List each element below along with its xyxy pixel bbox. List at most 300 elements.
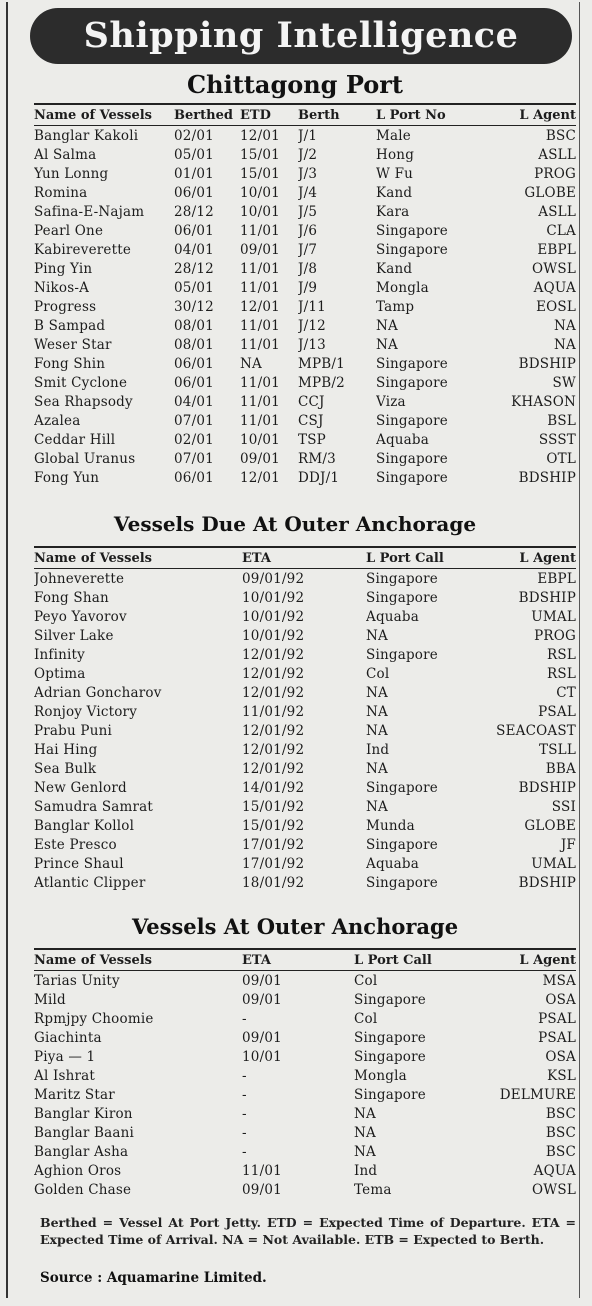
table-cell: Tamp <box>376 298 415 315</box>
table-cell: Global Uranus <box>34 450 136 467</box>
table-cell: MSA <box>542 972 576 989</box>
table-cell: Kand <box>376 260 413 277</box>
table-cell: 09/01 <box>242 991 282 1008</box>
table-cell: 02/01 <box>174 127 214 144</box>
table-cell: B Sampad <box>34 317 106 334</box>
table-cell: Este Presco <box>34 836 117 853</box>
port-section-title: Chittagong Port <box>187 70 403 99</box>
table-row <box>34 778 576 797</box>
table-cell: NA <box>354 1143 376 1160</box>
table-cell: Ceddar Hill <box>34 431 116 448</box>
table-row <box>34 683 576 702</box>
table-cell: Singapore <box>366 874 438 891</box>
table-cell: 11/01 <box>240 412 280 429</box>
table-cell: 12/01 <box>240 127 280 144</box>
table-cell: 10/01/92 <box>242 608 305 625</box>
table-row <box>34 645 576 664</box>
due-header-cell: L Port Call <box>366 547 482 569</box>
table-cell: PSAL <box>538 703 576 720</box>
table-cell: Fong Shin <box>34 355 106 372</box>
table-cell: OWSL <box>532 1181 576 1198</box>
table-cell: CT <box>556 684 576 701</box>
table-cell: SEACOAST <box>496 722 576 739</box>
table-cell: J/12 <box>298 317 326 334</box>
table-row <box>34 373 576 392</box>
table-row <box>34 759 576 778</box>
at-header-cell: L Port Call <box>354 949 482 971</box>
table-cell: 04/01 <box>174 393 214 410</box>
table-cell: EBPL <box>537 570 576 587</box>
table-cell: - <box>242 1105 247 1122</box>
table-cell: 15/01 <box>240 146 280 163</box>
table-cell: PROG <box>534 627 576 644</box>
table-cell: 11/01 <box>240 222 280 239</box>
table-cell: CLA <box>546 222 576 239</box>
table-cell: J/8 <box>298 260 318 277</box>
table-cell: 06/01 <box>174 355 214 372</box>
table-cell: 10/01 <box>242 1048 282 1065</box>
at-table-header <box>34 949 576 971</box>
table-row <box>34 126 576 146</box>
at-section-title: Vessels At Outer Anchorage <box>131 914 459 939</box>
table-cell: BSC <box>545 1124 576 1141</box>
table-row <box>34 259 576 278</box>
table-cell: 06/01 <box>174 222 214 239</box>
port-header-cell: Berth <box>298 104 376 126</box>
table-cell: Col <box>366 665 390 682</box>
table-row <box>34 1142 576 1161</box>
table-cell: NA <box>554 336 576 353</box>
table-cell: Giachinta <box>34 1029 102 1046</box>
table-cell: 08/01 <box>174 317 214 334</box>
table-cell: 06/01 <box>174 184 214 201</box>
table-cell: BSL <box>547 412 576 429</box>
table-cell: ASLL <box>538 146 576 163</box>
port-header-cell: L Agent <box>488 104 576 126</box>
table-cell: BDSHIP <box>518 589 576 606</box>
table-row <box>34 278 576 297</box>
table-cell: 15/01/92 <box>242 798 305 815</box>
table-cell: NA <box>554 317 576 334</box>
table-row <box>34 626 576 645</box>
table-cell: SW <box>552 374 576 391</box>
table-cell: KSL <box>547 1067 576 1084</box>
table-cell: 11/01/92 <box>242 703 305 720</box>
table-cell: Kara <box>376 203 410 220</box>
table-cell: Prince Shaul <box>34 855 124 872</box>
newspaper-clipping <box>6 2 580 1298</box>
table-cell: GLOBE <box>524 184 576 201</box>
table-cell: PSAL <box>538 1010 576 1027</box>
table-row <box>34 816 576 835</box>
table-row <box>34 449 576 468</box>
table-cell: Tarias Unity <box>34 972 120 989</box>
table-cell: Singapore <box>376 222 448 239</box>
due-section-title: Vessels Due At Outer Anchorage <box>113 512 477 536</box>
table-cell: Adrian Goncharov <box>34 684 162 701</box>
table-cell: Ronjoy Victory <box>34 703 138 720</box>
table-cell: Al Salma <box>34 146 97 163</box>
table-cell: 09/01/92 <box>242 570 305 587</box>
table-cell: Samudra Samrat <box>34 798 154 815</box>
table-cell: BDSHIP <box>518 355 576 372</box>
table-row <box>34 971 576 991</box>
table-cell: 15/01/92 <box>242 817 305 834</box>
table-cell: ASLL <box>538 203 576 220</box>
table-cell: SSI <box>551 798 576 815</box>
table-cell: Al Ishrat <box>34 1067 96 1084</box>
table-cell: Pearl One <box>34 222 104 239</box>
table-cell: Golden Chase <box>34 1181 132 1198</box>
table-cell: Male <box>376 127 411 144</box>
table-cell: Fong Yun <box>34 469 100 486</box>
table-row <box>34 392 576 411</box>
table-cell: - <box>242 1143 247 1160</box>
table-cell: UMAL <box>531 608 576 625</box>
table-row <box>34 468 576 487</box>
table-row <box>34 1104 576 1123</box>
at-header-cell: L Agent <box>482 949 576 971</box>
table-cell: BBA <box>545 760 576 777</box>
table-cell: NA <box>354 1124 376 1141</box>
table-cell: Progress <box>34 298 97 315</box>
table-cell: DELMURE <box>499 1086 576 1103</box>
table-cell: Peyo Yavorov <box>34 608 127 625</box>
table-row <box>34 569 576 589</box>
table-cell: Hong <box>376 146 415 163</box>
table-cell: Singapore <box>354 1086 426 1103</box>
table-cell: 05/01 <box>174 146 214 163</box>
table-cell: Col <box>354 972 378 989</box>
table-cell: 11/01 <box>242 1162 282 1179</box>
table-cell: Singapore <box>376 355 448 372</box>
at-header-cell: Name of Vessels <box>34 949 242 971</box>
table-cell: Munda <box>366 817 415 834</box>
table-cell: Safina-E-Najam <box>34 203 145 220</box>
table-cell: Kand <box>376 184 413 201</box>
table-cell: BSC <box>545 1143 576 1160</box>
table-cell: 11/01 <box>240 260 280 277</box>
table-row <box>34 1085 576 1104</box>
table-cell: J/13 <box>298 336 326 353</box>
table-cell: Infinity <box>34 646 86 663</box>
table-cell: Singapore <box>366 589 438 606</box>
table-cell: Singapore <box>366 646 438 663</box>
table-row <box>34 1123 576 1142</box>
table-cell: 09/01 <box>242 972 282 989</box>
table-cell: Aghion Oros <box>34 1162 122 1179</box>
table-cell: 10/01/92 <box>242 589 305 606</box>
table-cell: 11/01 <box>240 336 280 353</box>
table-cell: NA <box>366 703 388 720</box>
table-row <box>34 588 576 607</box>
table-cell: Piya — 1 <box>34 1048 96 1065</box>
table-cell: 10/01 <box>240 203 280 220</box>
table-cell: J/5 <box>298 203 318 220</box>
table-cell: TSP <box>298 431 326 448</box>
table-row <box>34 1009 576 1028</box>
at-table <box>34 948 576 1199</box>
table-row <box>34 145 576 164</box>
table-row <box>34 430 576 449</box>
table-cell: NA <box>376 336 398 353</box>
table-row <box>34 183 576 202</box>
table-cell: Nikos-A <box>34 279 90 296</box>
table-cell: BDSHIP <box>518 779 576 796</box>
table-cell: Kabireverette <box>34 241 132 258</box>
table-cell: MPB/2 <box>298 374 345 391</box>
table-cell: 11/01 <box>240 317 280 334</box>
table-cell: 06/01 <box>174 469 214 486</box>
table-row <box>34 240 576 259</box>
table-cell: Singapore <box>376 412 448 429</box>
table-cell: Singapore <box>366 779 438 796</box>
table-cell: SSST <box>538 431 576 448</box>
table-cell: EOSL <box>536 298 576 315</box>
footnote: Berthed = Vessel At Port Jetty. ETD = Expected Time of Departure. ETA = Expected Time of Arrival. NA = Not Available. ETB = Expected to Berth. <box>40 1215 576 1247</box>
table-cell: Johneverette <box>34 570 125 587</box>
table-row <box>34 721 576 740</box>
table-cell: - <box>242 1124 247 1141</box>
table-row <box>34 740 576 759</box>
table-cell: Banglar Kakoli <box>34 127 139 144</box>
table-cell: BSC <box>545 1105 576 1122</box>
table-cell: Banglar Kiron <box>34 1105 133 1122</box>
table-cell: 15/01 <box>240 165 280 182</box>
table-cell: J/3 <box>298 165 318 182</box>
table-row <box>34 873 576 892</box>
table-cell: 12/01/92 <box>242 684 305 701</box>
table-cell: Hai Hing <box>34 741 98 758</box>
table-cell: J/6 <box>298 222 318 239</box>
table-cell: BDSHIP <box>518 469 576 486</box>
table-cell: AQUA <box>533 279 576 296</box>
table-cell: OSA <box>545 1048 576 1065</box>
table-row <box>34 664 576 683</box>
table-cell: CSJ <box>298 412 324 429</box>
table-cell: 10/01 <box>240 431 280 448</box>
table-row <box>34 990 576 1009</box>
table-cell: 09/01 <box>242 1029 282 1046</box>
table-row <box>34 854 576 873</box>
table-cell: PSAL <box>538 1029 576 1046</box>
table-cell: NA <box>366 722 388 739</box>
table-cell: Singapore <box>354 1029 426 1046</box>
table-cell: Singapore <box>376 469 448 486</box>
table-cell: 07/01 <box>174 412 214 429</box>
table-cell: Singapore <box>366 836 438 853</box>
table-cell: 08/01 <box>174 336 214 353</box>
table-cell: 07/01 <box>174 450 214 467</box>
table-cell: 14/01/92 <box>242 779 305 796</box>
table-cell: Singapore <box>366 570 438 587</box>
table-cell: 05/01 <box>174 279 214 296</box>
port-header-cell: Berthed <box>174 104 240 126</box>
table-cell: NA <box>366 627 388 644</box>
table-cell: 11/01 <box>240 279 280 296</box>
table-cell: Singapore <box>354 991 426 1008</box>
table-row <box>34 607 576 626</box>
table-cell: Banglar Asha <box>34 1143 129 1160</box>
due-table <box>34 546 576 892</box>
table-cell: Banglar Kollol <box>34 817 135 834</box>
table-cell: Ind <box>366 741 390 758</box>
port-header-cell: L Port No <box>376 104 488 126</box>
table-cell: Atlantic Clipper <box>34 874 146 891</box>
table-cell: MPB/1 <box>298 355 345 372</box>
table-cell: RM/3 <box>298 450 336 467</box>
table-cell: 02/01 <box>174 431 214 448</box>
table-row <box>34 1161 576 1180</box>
table-cell: BDSHIP <box>518 874 576 891</box>
table-cell: Weser Star <box>34 336 112 353</box>
table-cell: NA <box>366 760 388 777</box>
table-cell: 18/01/92 <box>242 874 305 891</box>
table-cell: OSA <box>545 991 576 1008</box>
table-cell: Optima <box>34 665 86 682</box>
table-cell: 12/01/92 <box>242 760 305 777</box>
table-row <box>34 164 576 183</box>
table-cell: 10/01 <box>240 184 280 201</box>
table-cell: Maritz Star <box>34 1086 115 1103</box>
table-cell: RSL <box>547 665 576 682</box>
table-row <box>34 797 576 816</box>
table-cell: 04/01 <box>174 241 214 258</box>
port-table <box>34 103 576 487</box>
table-cell: 12/01/92 <box>242 665 305 682</box>
table-cell: CCJ <box>298 393 325 410</box>
at-header-cell: ETA <box>242 949 354 971</box>
table-cell: Col <box>354 1010 378 1027</box>
table-cell: Azalea <box>34 412 81 429</box>
table-cell: Sea Bulk <box>34 760 97 777</box>
table-cell: - <box>242 1086 247 1103</box>
table-cell: 11/01 <box>240 374 280 391</box>
table-cell: UMAL <box>531 855 576 872</box>
table-cell: Sea Rhapsody <box>34 393 133 410</box>
table-row <box>34 1047 576 1066</box>
table-cell: Mongla <box>376 279 429 296</box>
table-cell: Rpmjpy Choomie <box>34 1010 154 1027</box>
table-cell: Mild <box>34 991 66 1008</box>
table-cell: Silver Lake <box>34 627 114 644</box>
table-cell: 28/12 <box>174 203 214 220</box>
table-cell: 17/01/92 <box>242 855 305 872</box>
table-row <box>34 1028 576 1047</box>
table-cell: Fong Shan <box>34 589 109 606</box>
table-cell: J/9 <box>298 279 318 296</box>
table-cell: 01/01 <box>174 165 214 182</box>
table-cell: J/7 <box>298 241 318 258</box>
table-row <box>34 1180 576 1199</box>
port-header-cell: Name of Vessels <box>34 104 174 126</box>
table-cell: Tema <box>354 1181 392 1198</box>
table-cell: 12/01 <box>240 298 280 315</box>
table-cell: J/4 <box>298 184 318 201</box>
table-cell: 12/01 <box>240 469 280 486</box>
table-row <box>34 316 576 335</box>
table-cell: Ind <box>354 1162 378 1179</box>
table-cell: Aquaba <box>366 608 420 625</box>
table-cell: Yun Lonng <box>34 165 109 182</box>
table-cell: 12/01/92 <box>242 646 305 663</box>
table-cell: - <box>242 1010 247 1027</box>
table-cell: J/2 <box>298 146 318 163</box>
table-cell: Singapore <box>354 1048 426 1065</box>
due-header-cell: L Agent <box>482 547 576 569</box>
due-header-cell: Name of Vessels <box>34 547 242 569</box>
table-cell: Mongla <box>354 1067 407 1084</box>
table-row <box>34 835 576 854</box>
table-cell: AQUA <box>533 1162 576 1179</box>
table-row <box>34 411 576 430</box>
table-cell: Smit Cyclone <box>34 374 128 391</box>
table-cell: New Genlord <box>34 779 127 796</box>
table-cell: JF <box>560 836 576 853</box>
table-cell: KHASON <box>511 393 576 410</box>
table-cell: Prabu Puni <box>34 722 113 739</box>
table-row <box>34 221 576 240</box>
table-cell: BSC <box>545 127 576 144</box>
table-cell: NA <box>240 355 262 372</box>
source-credit: Source : Aquamarine Limited. <box>40 1270 267 1286</box>
table-cell: Aquaba <box>376 431 430 448</box>
table-cell: - <box>242 1067 247 1084</box>
banner-title: Shipping Intelligence <box>30 8 572 64</box>
table-cell: TSLL <box>539 741 576 758</box>
table-cell: Romina <box>34 184 88 201</box>
table-cell: 17/01/92 <box>242 836 305 853</box>
table-cell: NA <box>354 1105 376 1122</box>
port-table-header <box>34 104 576 126</box>
table-cell: 12/01/92 <box>242 741 305 758</box>
table-cell: Aquaba <box>366 855 420 872</box>
port-header-cell: ETD <box>240 104 298 126</box>
table-cell: GLOBE <box>524 817 576 834</box>
due-table-header <box>34 547 576 569</box>
table-cell: NA <box>376 317 398 334</box>
table-row <box>34 1066 576 1085</box>
table-cell: 10/01/92 <box>242 627 305 644</box>
table-cell: NA <box>366 684 388 701</box>
table-cell: Singapore <box>376 374 448 391</box>
table-cell: Banglar Baani <box>34 1124 135 1141</box>
table-cell: 28/12 <box>174 260 214 277</box>
table-cell: OTL <box>546 450 576 467</box>
table-cell: 09/01 <box>240 450 280 467</box>
table-cell: J/11 <box>298 298 326 315</box>
table-cell: OWSL <box>532 260 576 277</box>
table-cell: 06/01 <box>174 374 214 391</box>
table-cell: PROG <box>534 165 576 182</box>
table-row <box>34 335 576 354</box>
table-row <box>34 202 576 221</box>
table-cell: EBPL <box>537 241 576 258</box>
table-cell: Viza <box>376 393 406 410</box>
table-cell: 09/01 <box>240 241 280 258</box>
table-cell: Singapore <box>376 241 448 258</box>
table-cell: Singapore <box>376 450 448 467</box>
table-cell: 11/01 <box>240 393 280 410</box>
table-cell: NA <box>366 798 388 815</box>
table-cell: Ping Yin <box>34 260 93 277</box>
table-cell: 30/12 <box>174 298 214 315</box>
table-cell: J/1 <box>298 127 318 144</box>
table-row <box>34 297 576 316</box>
table-cell: 09/01 <box>242 1181 282 1198</box>
table-cell: RSL <box>547 646 576 663</box>
table-cell: DDJ/1 <box>298 469 340 486</box>
